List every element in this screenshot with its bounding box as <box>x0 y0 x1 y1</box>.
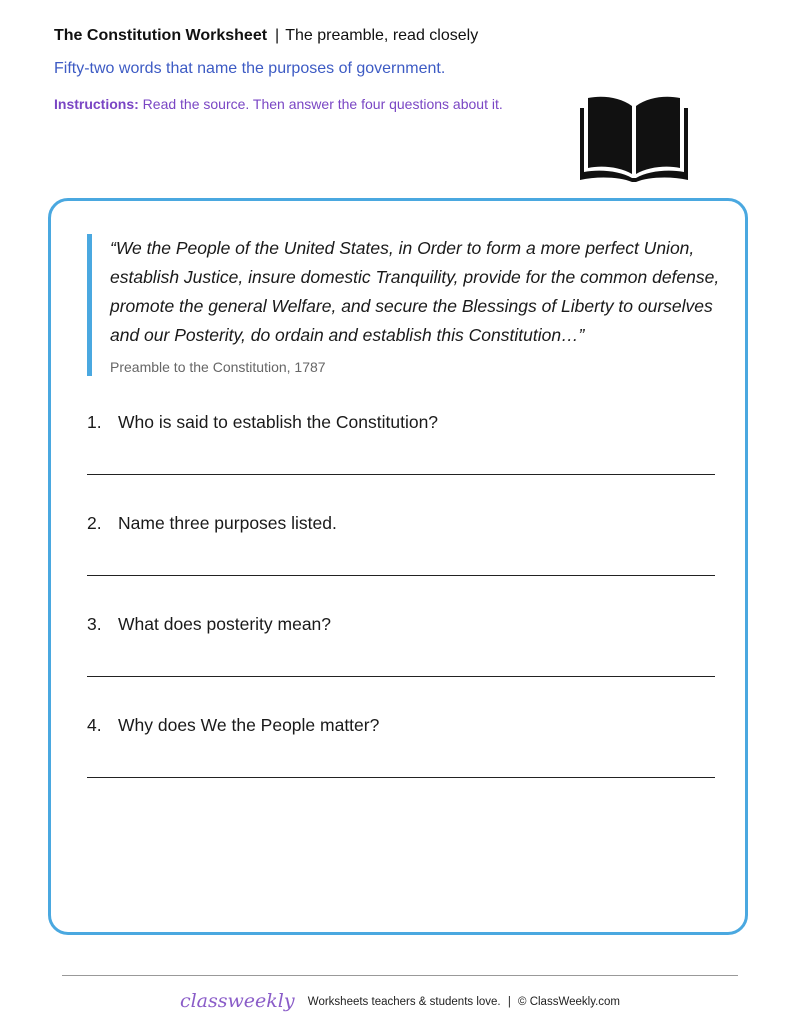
answer-line[interactable] <box>87 676 715 677</box>
answer-line[interactable] <box>87 777 715 778</box>
source-citation: Preamble to the Constitution, 1787 <box>110 359 326 375</box>
footer-copyright: © ClassWeekly.com <box>518 996 621 1008</box>
worksheet-card <box>48 198 748 935</box>
question-text: Who is said to establish the Constitution? <box>118 412 439 432</box>
instructions <box>54 95 574 113</box>
question-number: 1. <box>87 412 102 432</box>
footer <box>0 990 800 1012</box>
title-separator: | <box>275 27 280 44</box>
worksheet-topic: The preamble, read closely <box>285 27 479 44</box>
open-book-icon <box>576 94 692 184</box>
question-number: 2. <box>87 513 102 533</box>
source-quote-block <box>87 234 730 376</box>
answer-line[interactable] <box>87 474 715 475</box>
instructions-label: Instructions: <box>54 96 139 112</box>
question-text: Why does We the People matter? <box>118 715 380 735</box>
question-2 <box>87 512 715 534</box>
footer-divider-mark: | <box>507 996 511 1008</box>
worksheet-title: The Constitution Worksheet <box>54 27 268 44</box>
question-4 <box>87 714 715 736</box>
question-text: Name three purposes listed. <box>118 513 337 533</box>
title-line <box>54 26 574 46</box>
answer-line[interactable] <box>87 575 715 576</box>
question-1 <box>87 411 715 433</box>
footer-divider <box>62 975 738 976</box>
source-quote: “We the People of the United States, in Order to form a more perfect Union, establish Justice, insure domestic Tranquility, provide for the common defense, promote the general Welfare, and secure the Blessings of Liberty to ourselves and our Posterity, do ordain and establish this Constitution…” <box>110 238 720 345</box>
brand-logo: classweekly <box>179 990 295 1012</box>
question-text: What does posterity mean? <box>118 614 332 634</box>
question-number: 3. <box>87 614 102 634</box>
question-number: 4. <box>87 715 102 735</box>
worksheet-subtitle: Fifty-two words that name the purposes of government. <box>54 60 446 77</box>
worksheet-header <box>54 26 574 113</box>
question-3 <box>87 613 715 635</box>
footer-tagline: Worksheets teachers & students love. <box>307 996 501 1008</box>
instructions-text: Read the source. Then answer the four questions about it. <box>142 96 503 112</box>
